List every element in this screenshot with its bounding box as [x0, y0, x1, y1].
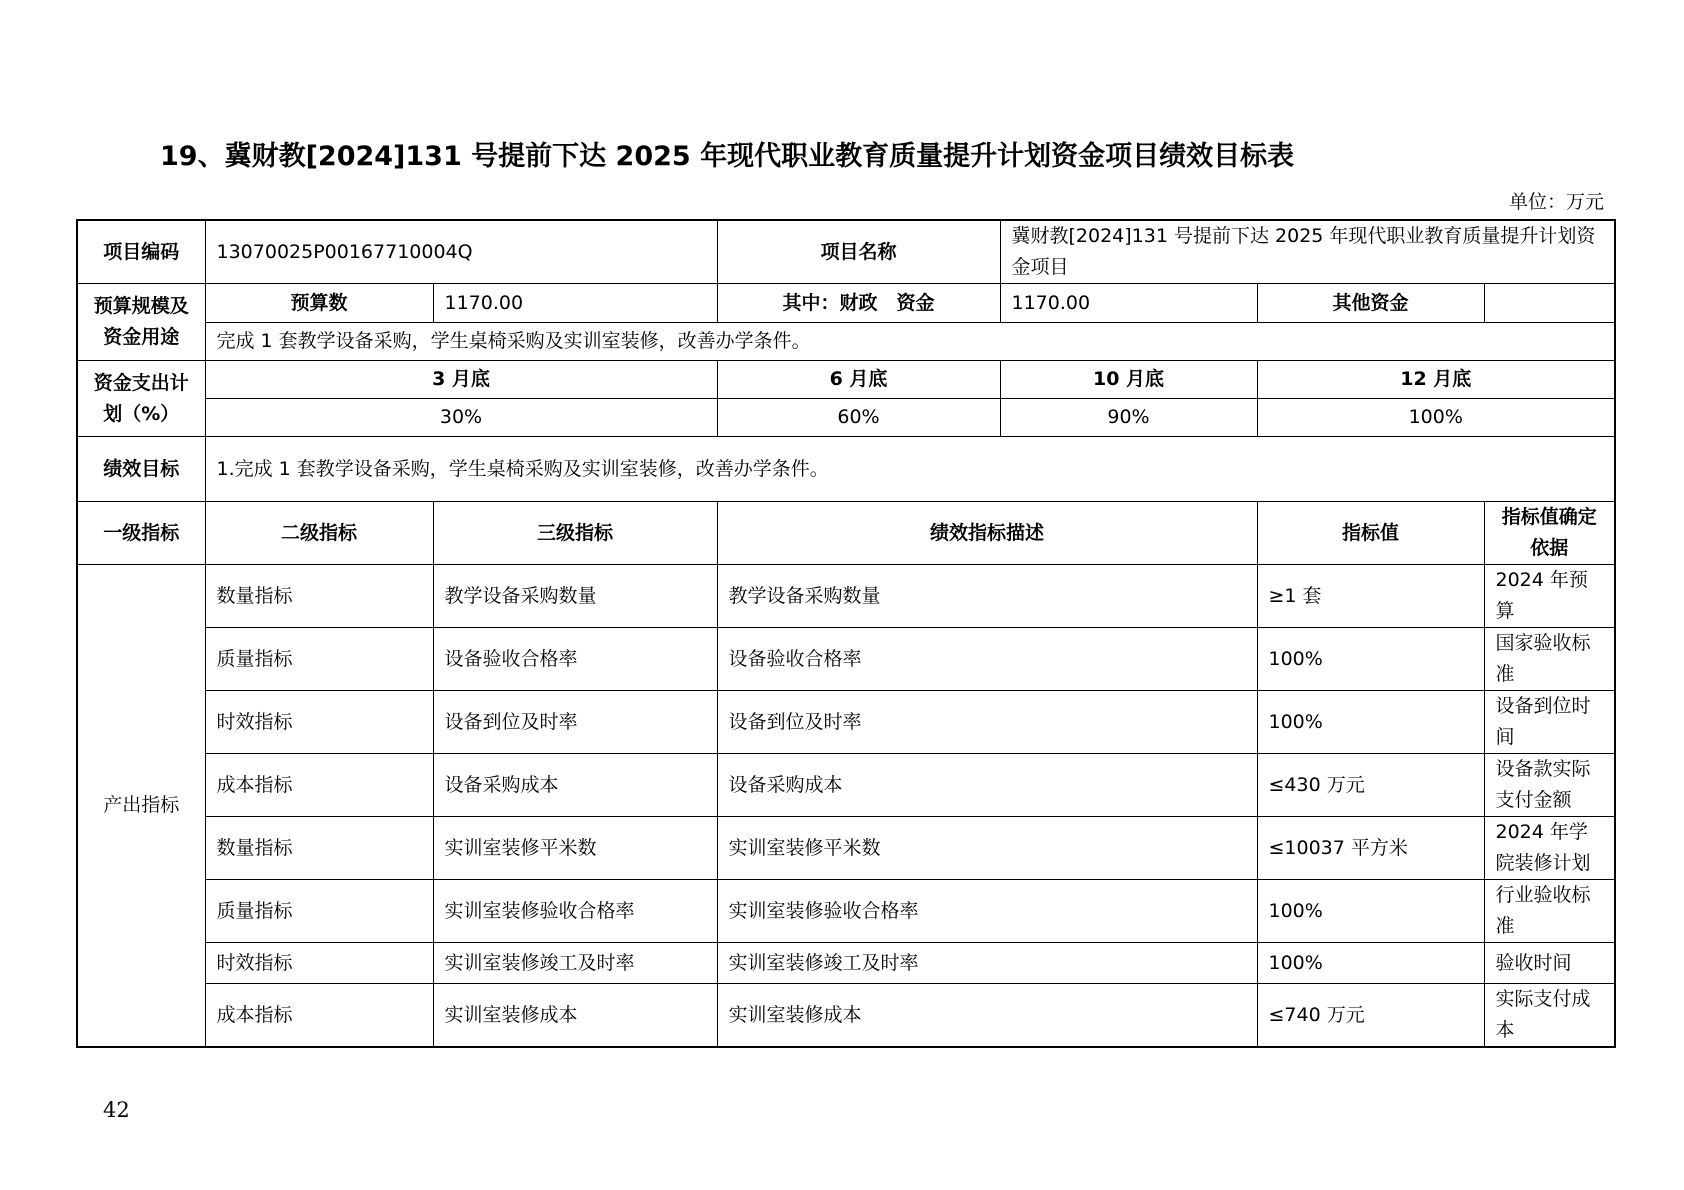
value-cell: 100%	[1257, 880, 1484, 943]
basis-cell: 验收时间	[1484, 943, 1615, 984]
level3-cell: 实训室装修验收合格率	[433, 880, 717, 943]
schedule-label: 资金支出计划（%）	[77, 361, 205, 437]
basis-cell: 行业验收标准	[1484, 880, 1615, 943]
description-cell: 实训室装修成本	[717, 984, 1257, 1048]
schedule-header-jun: 6 月底	[717, 361, 1000, 399]
col-level3: 三级指标	[433, 502, 717, 565]
description-cell: 教学设备采购数量	[717, 565, 1257, 628]
col-level1: 一级指标	[77, 502, 205, 565]
col-basis: 指标值确定依据	[1484, 502, 1615, 565]
level2-cell: 时效指标	[205, 943, 433, 984]
project-code-label: 项目编码	[77, 220, 205, 284]
level3-cell: 实训室装修平米数	[433, 817, 717, 880]
description-cell: 实训室装修验收合格率	[717, 880, 1257, 943]
project-name-value: 冀财教[2024]131 号提前下达 2025 年现代职业教育质量提升计划资金项目	[1000, 220, 1615, 284]
other-fund-label: 其他资金	[1257, 284, 1484, 323]
level3-cell: 设备验收合格率	[433, 628, 717, 691]
basis-cell: 2024 年预算	[1484, 565, 1615, 628]
col-value: 指标值	[1257, 502, 1484, 565]
budget-section-label: 预算规模及资金用途	[77, 284, 205, 361]
value-cell: ≥1 套	[1257, 565, 1484, 628]
table-row	[77, 754, 1615, 817]
level2-cell: 成本指标	[205, 984, 433, 1048]
description-cell: 设备到位及时率	[717, 691, 1257, 754]
value-cell: ≤10037 平方米	[1257, 817, 1484, 880]
value-cell: 100%	[1257, 628, 1484, 691]
other-fund-value	[1484, 284, 1615, 323]
level3-cell: 实训室装修竣工及时率	[433, 943, 717, 984]
goal-text: 1.完成 1 套教学设备采购，学生桌椅采购及实训室装修，改善办学条件。	[205, 437, 1615, 502]
col-level2: 二级指标	[205, 502, 433, 565]
indicator-header-row	[77, 502, 1615, 565]
schedule-value-row	[77, 399, 1615, 437]
fiscal-fund-value: 1170.00	[1000, 284, 1257, 323]
level2-cell: 质量指标	[205, 880, 433, 943]
basis-cell: 2024 年学院装修计划	[1484, 817, 1615, 880]
col-description: 绩效指标描述	[717, 502, 1257, 565]
budget-row	[77, 284, 1615, 323]
level2-cell: 数量指标	[205, 817, 433, 880]
schedule-header-dec: 12 月底	[1257, 361, 1615, 399]
table-row	[77, 565, 1615, 628]
level3-cell: 设备到位及时率	[433, 691, 717, 754]
table-row	[77, 817, 1615, 880]
schedule-value-oct: 90%	[1000, 399, 1257, 437]
value-cell: 100%	[1257, 943, 1484, 984]
schedule-header-mar: 3 月底	[205, 361, 717, 399]
schedule-header-oct: 10 月底	[1000, 361, 1257, 399]
level2-cell: 成本指标	[205, 754, 433, 817]
fund-usage-row	[77, 323, 1615, 361]
goal-row	[77, 437, 1615, 502]
table-row	[77, 628, 1615, 691]
fiscal-fund-label: 其中：财政 资金	[717, 284, 1000, 323]
description-cell: 设备验收合格率	[717, 628, 1257, 691]
unit-label: 单位：万元	[1508, 191, 1604, 213]
value-cell: ≤430 万元	[1257, 754, 1484, 817]
project-name-label: 项目名称	[717, 220, 1000, 284]
schedule-value-mar: 30%	[205, 399, 717, 437]
basis-cell: 国家验收标准	[1484, 628, 1615, 691]
description-cell: 设备采购成本	[717, 754, 1257, 817]
page-title: 19、冀财教[2024]131 号提前下达 2025 年现代职业教育质量提升计划资金项目绩效目标表	[160, 141, 1295, 172]
level2-cell: 质量指标	[205, 628, 433, 691]
budget-amount-label: 预算数	[205, 284, 433, 323]
performance-goal-table	[76, 219, 1616, 1048]
value-cell: ≤740 万元	[1257, 984, 1484, 1048]
level3-cell: 实训室装修成本	[433, 984, 717, 1048]
project-row	[77, 220, 1615, 284]
description-cell: 实训室装修竣工及时率	[717, 943, 1257, 984]
basis-cell: 实际支付成本	[1484, 984, 1615, 1048]
basis-cell: 设备到位时间	[1484, 691, 1615, 754]
fund-usage-text: 完成 1 套教学设备采购，学生桌椅采购及实训室装修，改善办学条件。	[205, 323, 1615, 361]
table-row	[77, 691, 1615, 754]
table-row	[77, 943, 1615, 984]
schedule-value-jun: 60%	[717, 399, 1000, 437]
schedule-value-dec: 100%	[1257, 399, 1615, 437]
level2-cell: 时效指标	[205, 691, 433, 754]
level3-cell: 设备采购成本	[433, 754, 717, 817]
basis-cell: 设备款实际支付金额	[1484, 754, 1615, 817]
level2-cell: 数量指标	[205, 565, 433, 628]
table-row	[77, 880, 1615, 943]
page-number: 42	[103, 1098, 130, 1122]
level1-output-indicator: 产出指标	[77, 565, 205, 1048]
budget-amount-value: 1170.00	[433, 284, 717, 323]
level3-cell: 教学设备采购数量	[433, 565, 717, 628]
goal-label: 绩效目标	[77, 437, 205, 502]
value-cell: 100%	[1257, 691, 1484, 754]
description-cell: 实训室装修平米数	[717, 817, 1257, 880]
project-code-value: 13070025P00167710004Q	[205, 220, 717, 284]
schedule-header-row	[77, 361, 1615, 399]
table-row	[77, 984, 1615, 1048]
